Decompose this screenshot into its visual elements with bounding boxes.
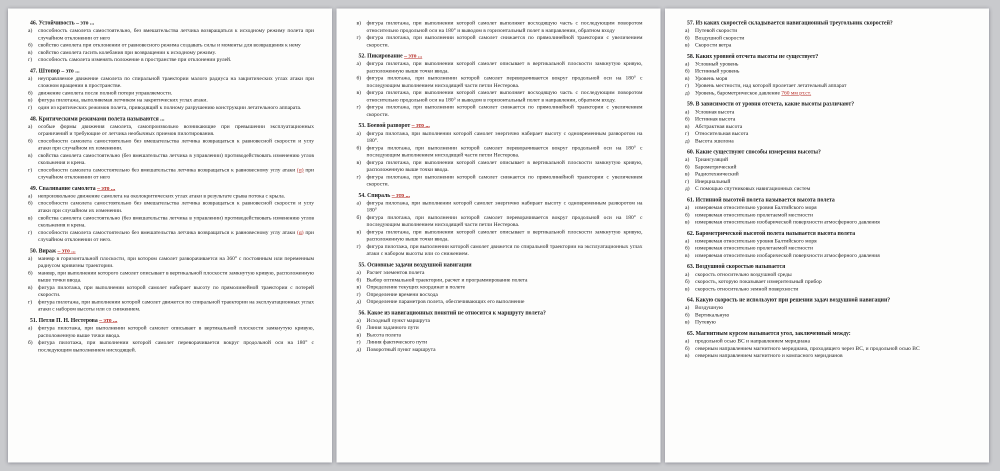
- option-letter: г): [28, 229, 33, 236]
- question-number: 52.: [358, 53, 368, 60]
- answer-option: в) фигура пилотажа, выполняемая летчиком на закритических углах атаки.: [28, 97, 208, 104]
- option-letter: а): [685, 156, 690, 163]
- option-letter: а): [685, 304, 690, 311]
- question-block: [25, 20, 314, 64]
- answer-option: а) Путевой скорости: [685, 27, 738, 34]
- question-number: 51.: [30, 317, 39, 324]
- question-title: 46. Устойчивость – это ...: [30, 20, 95, 26]
- option-letter: б): [685, 245, 690, 252]
- answer-option: а) Воздушную: [685, 304, 724, 311]
- option-letter: а): [685, 338, 690, 345]
- answer-option: в) Путевую: [685, 319, 716, 326]
- option-letter: в): [685, 123, 690, 130]
- answer-option: б) фигура пилотажа, при выполнении которой самолет переворачивается вокруг продольной оси на 180° с последующим выполнением нисходящей части петли Нестерова.: [356, 75, 643, 89]
- answer-option: а) Условный уровень: [685, 60, 739, 67]
- option-letter: б): [685, 278, 690, 285]
- answer-option: а) фигура пилотажа, при выполнении которой самолет энергично набирает высоту с одновременным разворотом на 180°: [356, 199, 643, 214]
- answer-option: г) один из критических режимов полета, приводящий к полному разрушению конструкции летательного аппарата.: [28, 104, 302, 111]
- question-block: [682, 330, 971, 359]
- question-number: 63.: [687, 263, 696, 270]
- option-letter: г): [28, 104, 33, 111]
- question-title: 62. Барометрической высотой полета называется высота полета: [687, 230, 856, 237]
- option-letter: а): [685, 237, 690, 244]
- question-title: 48. Критическими режимами полета называются ...: [30, 115, 165, 122]
- question-number: 58.: [687, 53, 696, 60]
- question-title-suffix: – это ...: [404, 53, 423, 60]
- question-block: [682, 263, 971, 292]
- option-letter: в): [356, 228, 361, 235]
- question-title: 63. Воздушной скоростью называется: [687, 263, 786, 270]
- option-letter: г): [356, 34, 361, 41]
- question-block: [25, 247, 314, 313]
- answer-option: а) Исходный пункт маршрута: [356, 317, 430, 324]
- option-letter: в): [356, 20, 361, 26]
- answer-option: б) скорость, которую показывает измерительный прибор: [685, 278, 822, 285]
- option-letter: г): [356, 173, 361, 180]
- question-block: [682, 196, 971, 225]
- question-number: 46.: [30, 20, 39, 26]
- question-title: 64. Какую скорость не используют при решении задач воздушной навигации?: [687, 297, 891, 304]
- answer-option: в) фигура пилотажа, при выполнении которой самолет описывает в вертикальной плоскости замкнутую кривую, расположенную выше точки ввода.: [356, 228, 643, 243]
- option-letter: в): [28, 49, 33, 56]
- answer-option: в) свойство самолета гасить колебания при возвращении к исходному режиму.: [28, 49, 217, 56]
- option-letter: д): [685, 89, 690, 96]
- answer-option: а) неуправляемое движение самолета по спиральной траектории малого радиуса на закритических углах атаки при сложном вращении в пространстве.: [28, 75, 314, 89]
- option-letter: в): [356, 284, 361, 291]
- option-letter: б): [685, 68, 690, 75]
- answer-option: а) фигура пилотажа, при выполнении которой самолет описывает в вертикальной плоскости замкнутую кривую, расположенную выше точки ввода.: [28, 325, 314, 339]
- question-title-suffix: – это ...: [61, 67, 80, 74]
- option-letter: а): [356, 269, 361, 276]
- answer-option: в) Уровень моря: [685, 75, 728, 82]
- option-letter: в): [685, 219, 690, 226]
- question-block: [25, 185, 314, 243]
- question-title-suffix: – это ...: [391, 192, 410, 199]
- highlighted-text: 760 мм рт.ст.: [781, 89, 812, 96]
- answer-option: г) фигура пилотажа, при выполнении которой самолет снижается по прямолинейной траектории с увеличением скорости.: [356, 104, 643, 118]
- question-title: 58. Каких уровней отсчета высоты не существует?: [687, 53, 819, 60]
- answer-option: б) движение самолета после полной потери управляемости.: [28, 89, 173, 96]
- answer-option: в) Высота полета: [356, 331, 401, 338]
- option-letter: в): [356, 89, 361, 96]
- option-letter: д): [356, 298, 362, 305]
- question-block: [682, 53, 971, 97]
- question-number: 50.: [30, 247, 39, 254]
- question-title: 49. Сваливание самолета – это ...: [30, 185, 116, 192]
- option-letter: г): [28, 56, 33, 63]
- option-letter: б): [356, 276, 362, 283]
- option-letter: б): [28, 42, 33, 49]
- option-letter: б): [28, 137, 33, 144]
- answer-option: в) фигура пилотажа, при выполнении которой самолет выполняет восходящую часть с последующим поворотом относительно продольной оси на 180° и выводом в горизонтальный полет в направлении, обратном входу: [356, 20, 643, 34]
- answer-option: г) способности самолета самостоятельно без вмешательства летчика возвращаться к равновесному углу атаки (α) при случайном отклонении от него: [28, 166, 314, 181]
- option-letter: г): [685, 178, 690, 185]
- answer-option: в) скорость относительно земной поверхности: [685, 285, 799, 292]
- question-block: [682, 20, 971, 49]
- question-number: 57.: [687, 20, 696, 26]
- question-title-suffix: – это ...: [97, 185, 116, 192]
- option-letter: а): [356, 60, 361, 67]
- answer-option: б) маневр, при выполнении которого самолет описывает в вертикальной плоскости замкнутую кривую, расположенную выше точки ввода.: [28, 269, 314, 284]
- highlighted-text: (α): [296, 166, 304, 173]
- option-letter: в): [356, 159, 361, 166]
- option-letter: в): [685, 285, 690, 292]
- answer-option: г) фигура пилотажа, при выполнении которой самолет движется по спиральной траектории на эксплуатационных углах атаки с набором высоты или со снижением.: [356, 243, 643, 257]
- option-letter: б): [685, 211, 690, 218]
- question-number: 65.: [687, 330, 696, 337]
- answer-option: б) фигура пилотажа, при выполнении которой самолет переворачивается вокруг продольной оси на 180° с последующим выполнением нисходящей.: [28, 339, 314, 353]
- option-letter: б): [28, 269, 33, 276]
- answer-option: а) Условная высота: [685, 108, 735, 115]
- question-block: [25, 317, 314, 354]
- question-block: [354, 192, 643, 258]
- question-number: 47.: [30, 67, 39, 74]
- answer-option: д) Поворотный пункт маршрута: [356, 346, 436, 353]
- question-title-suffix: – это ...: [57, 247, 76, 254]
- option-letter: б): [28, 339, 33, 346]
- option-letter: в): [28, 152, 33, 159]
- answer-option: в) Абстрактная высота: [685, 123, 743, 130]
- option-letter: в): [685, 319, 690, 326]
- option-letter: д): [356, 346, 362, 353]
- option-letter: д): [685, 137, 690, 144]
- answer-option: б) Воздушной скорости: [685, 34, 745, 41]
- option-letter: б): [685, 116, 690, 123]
- option-letter: а): [356, 317, 361, 324]
- question-number: 54.: [358, 192, 368, 199]
- answer-option: д) С помощью спутниковых навигационных систем: [685, 185, 811, 192]
- option-letter: а): [685, 204, 690, 211]
- option-letter: в): [685, 42, 690, 49]
- answer-option: б) способности самолета самостоятельно без вмешательства летчика возвращаться к равновесной скорости и углу атаки при случайном их изменении.: [28, 137, 314, 152]
- option-letter: б): [356, 75, 362, 82]
- option-letter: г): [685, 130, 690, 137]
- answer-option: а) непроизвольное движение самолета на околокритических углах атаки в результате срыва потока с крыла.: [28, 192, 286, 199]
- option-letter: б): [685, 34, 690, 41]
- answer-option: б) фигура пилотажа, при выполнении которой самолет переворачивается вокруг продольной оси на 180° с последующим выполнением нисходящей части петли Нестерова.: [356, 214, 643, 228]
- answer-option: а) Триангуляций: [685, 156, 729, 163]
- option-letter: а): [356, 130, 361, 137]
- highlighted-text: (α): [296, 229, 304, 236]
- answer-option: в) фигура пилотажа, при выполнении которой самолет набирает высоту по прямолинейной траектории с потерей скорости.: [28, 284, 314, 298]
- option-letter: б): [685, 163, 690, 170]
- question-number: 60.: [687, 149, 696, 156]
- option-letter: а): [685, 271, 690, 278]
- question-block: [682, 149, 971, 193]
- answer-option: в) свойства самолета самостоятельно (без вмешательства летчика в управлении) противодействовать изменению углов скольжения и крена.: [28, 214, 314, 229]
- question-title: 52. Пикирование – это ...: [358, 53, 423, 60]
- answer-option: б) измеряемая относительно пролетаемой местности: [685, 211, 813, 218]
- option-letter: а): [28, 325, 33, 332]
- question-number: 48.: [30, 115, 39, 122]
- option-letter: д): [685, 185, 690, 192]
- answer-option: г) фигура пилотажа, при выполнении которой самолет снижается по прямолинейной траектории с увеличением скорости.: [356, 34, 643, 48]
- option-letter: в): [356, 331, 361, 338]
- answer-option: в) Радиотехнический: [685, 171, 739, 178]
- answer-option: б) измеряемая относительно пролетаемой местности: [685, 245, 813, 252]
- option-letter: г): [685, 82, 690, 89]
- question-block: [354, 309, 643, 353]
- question-title: 59. В зависимости от уровня отсчета, какие высоты различают?: [687, 101, 855, 108]
- option-letter: в): [685, 252, 690, 259]
- answer-option: а) маневр в горизонтальной плоскости, при котором самолет разворачивается на 360° с постоянным или переменным радиусом кривизны траектории.: [28, 255, 314, 269]
- answer-option: в) свойства самолета самостоятельно (без вмешательства летчика в управлении) противодействовать изменению углов скольжения и крена.: [28, 152, 314, 166]
- option-letter: б): [28, 200, 33, 207]
- question-title: 57. Из каких скоростей складывается навигационный треугольник скоростей?: [687, 20, 893, 26]
- question-block: [354, 122, 643, 188]
- option-letter: а): [28, 255, 33, 262]
- option-letter: г): [28, 166, 33, 173]
- option-letter: а): [28, 75, 33, 82]
- question-block: [354, 261, 643, 305]
- answer-option: а) фигура пилотажа, при выполнении которой самолет энергично набирает высоту с одновременным разворотом на 180°.: [356, 130, 643, 144]
- answer-option: г) способность самолета изменять положение в пространстве при отклонении рулей.: [28, 56, 232, 63]
- option-letter: б): [685, 345, 690, 352]
- answer-option: г) Относительная высота: [685, 130, 749, 137]
- answer-option: б) свойство самолета при отклонении от равновесного режима создавать силы и моменты для возвращения к нему: [28, 42, 301, 49]
- question-number: 62.: [687, 230, 696, 237]
- option-letter: а): [356, 199, 361, 206]
- answer-option: в) Скорости ветра: [685, 42, 732, 49]
- answer-option: г) способности самолета самостоятельно без вмешательства летчика возвращаться к равновесному углу атаки (α) при случайном отклонении от него.: [28, 229, 314, 243]
- question-title-suffix: – это ...: [99, 317, 118, 324]
- answer-option: б) Барометрический: [685, 163, 737, 170]
- question-title: 65. Магнитным курсом называется угол, заключенный между:: [687, 330, 851, 337]
- answer-option: а) Расчет элементов полета: [356, 269, 425, 276]
- option-letter: б): [685, 311, 690, 318]
- answer-option: г) фигура пилотажа, при выполнении которой самолет движется по спиральной траектории на эксплуатационных углах атаки с набором высоты или со снижением.: [28, 298, 314, 313]
- option-letter: г): [28, 298, 33, 305]
- question-number: 59.: [687, 101, 696, 108]
- option-letter: г): [356, 243, 361, 250]
- option-letter: б): [356, 214, 362, 221]
- question-number: 53.: [358, 122, 368, 129]
- answer-option: б) способности самолета самостоятельно без вмешательства летчика возвращаться к равновесной скорости и углу атаки при случайном их изменении.: [28, 200, 314, 214]
- answer-option: а) скорость относительно воздушной среды: [685, 271, 792, 278]
- question-title: 61. Истинной высотой полета называется высота полета: [687, 196, 835, 203]
- answer-option: д) Уровень, барометрическое давление 760 мм рт.ст.: [685, 89, 812, 96]
- question-title: 50. Вираж – это ...: [30, 247, 76, 254]
- option-letter: г): [356, 104, 361, 111]
- question-block: [354, 53, 643, 119]
- answer-option: г) фигура пилотажа, при выполнении которой самолет снижается по прямолинейной траектории с увеличением скорости.: [356, 173, 643, 188]
- question-title: 51. Петля П. Н. Нестерова – это ...: [30, 317, 118, 324]
- question-number: 49.: [30, 185, 39, 192]
- answer-option: г) Уровень местности, над которой пролетает летательный аппарат: [685, 82, 847, 89]
- option-letter: а): [28, 192, 33, 199]
- answer-option: а) фигура пилотажа, при выполнении которой самолет описывает в вертикальной плоскости замкнутую кривую, расположенную выше точки ввода.: [356, 60, 643, 74]
- option-letter: б): [28, 89, 33, 96]
- answer-option: г) Инерциальный: [685, 178, 731, 185]
- answer-option: а) измеряемая относительно уровня Балтийского моря: [685, 237, 817, 244]
- question-number: 55.: [358, 261, 368, 268]
- question-title: 54. Спираль – это ...: [358, 192, 410, 199]
- answer-option: а) способность самолета самостоятельно, без вмешательства летчика возвращаться к исходному режиму полета при случайном отклонении от него: [28, 27, 314, 41]
- option-letter: а): [685, 27, 690, 34]
- option-letter: в): [28, 97, 33, 104]
- option-letter: в): [28, 284, 33, 291]
- page-1: [8, 9, 332, 463]
- question-title: 55. Основные задачи воздушной навигации: [358, 261, 472, 268]
- option-letter: б): [356, 144, 362, 151]
- option-letter: г): [356, 291, 361, 298]
- option-letter: а): [28, 123, 33, 130]
- question-title: 47. Штопор – это ...: [30, 67, 80, 74]
- question-title: 60. Какие существуют способы измерения высоты?: [687, 149, 821, 156]
- question-title: 56. Какое из навигационных понятий не относится к маршруту полета?: [358, 309, 546, 316]
- option-letter: в): [685, 75, 690, 82]
- question-block: [25, 67, 314, 111]
- answer-option: б) северным направлением магнитного меридиана, проходящего через ВС, и продольной осью ВС: [685, 345, 920, 352]
- option-letter: а): [685, 60, 690, 67]
- answer-option: б) фигура пилотажа, при выполнении которой самолет переворачивается вокруг продольной оси на 180° с последующим выполнением нисходящей части петли Нестерова.: [356, 144, 643, 159]
- answer-option: б) Линия заданного пути: [356, 324, 419, 331]
- question-number: 61.: [687, 196, 696, 203]
- option-letter: а): [685, 108, 690, 115]
- option-letter: г): [356, 339, 361, 346]
- answer-option: г) Определение времени восхода: [356, 291, 438, 298]
- answer-option: а) особые формы движения самолета, самопроизвольно возникающие при превышении эксплуатационных ограничений и требующие от летчика необычных приемов пилотирования.: [28, 123, 314, 137]
- option-letter: б): [356, 324, 362, 331]
- question-number: 56.: [358, 309, 368, 316]
- question-title-suffix: – это ...: [411, 122, 430, 129]
- answer-option: б) Вертикальную: [685, 311, 730, 318]
- question-block: [682, 101, 971, 145]
- page-2: [337, 9, 661, 463]
- question-number: 64.: [687, 297, 696, 304]
- answer-option: в) фигура пилотажа, при выполнении которой самолет выполняет восходящую часть с последующим поворотом относительно продольной оси на 180° и выводом в горизонтальный полет в направлении, обратном входу.: [356, 89, 643, 103]
- option-letter: а): [28, 27, 33, 34]
- answer-option: б) Истинный уровень: [685, 68, 740, 75]
- answer-option: в) Определение текущих координат в полете: [356, 284, 466, 291]
- question-block: [354, 20, 643, 49]
- question-block: [682, 297, 971, 326]
- answer-option: в) северным направлением магнитного и компасного меридианов: [685, 352, 843, 359]
- page-3: [665, 9, 989, 463]
- question-title-suffix: – это ...: [76, 20, 95, 26]
- answer-option: г) Линия фактического пути: [356, 339, 428, 346]
- answer-option: в) измеряемая относительно изобарической поверхности атмосферного давления: [685, 219, 880, 226]
- answer-option: в) измеряемая относительно изобарической поверхности атмосферного давления: [685, 252, 880, 259]
- answer-option: б) Истинная высота: [685, 116, 736, 123]
- question-title: 53. Боевой разворот – это ...: [358, 122, 430, 129]
- answer-option: а) измеряемая относительно уровня Балтийского моря: [685, 204, 817, 211]
- answer-option: д) Определение параметров полета, обеспечивающих его выполнение: [356, 298, 525, 305]
- option-letter: в): [685, 352, 690, 359]
- question-block: [25, 115, 314, 181]
- answer-option: б) Выбор оптимальной траектории, расчет и программирование полета: [356, 276, 528, 283]
- answer-option: в) фигура пилотажа, при выполнении которой самолет описывает в вертикальной плоскости замкнутую кривую, расположенную выше точки ввода.: [356, 159, 643, 173]
- option-letter: в): [685, 171, 690, 178]
- option-letter: в): [28, 214, 33, 221]
- answer-option: д) Высота эшелона: [685, 137, 734, 144]
- question-block: [682, 230, 971, 259]
- answer-option: а) продольной осью ВС и направлением меридиана: [685, 338, 810, 345]
